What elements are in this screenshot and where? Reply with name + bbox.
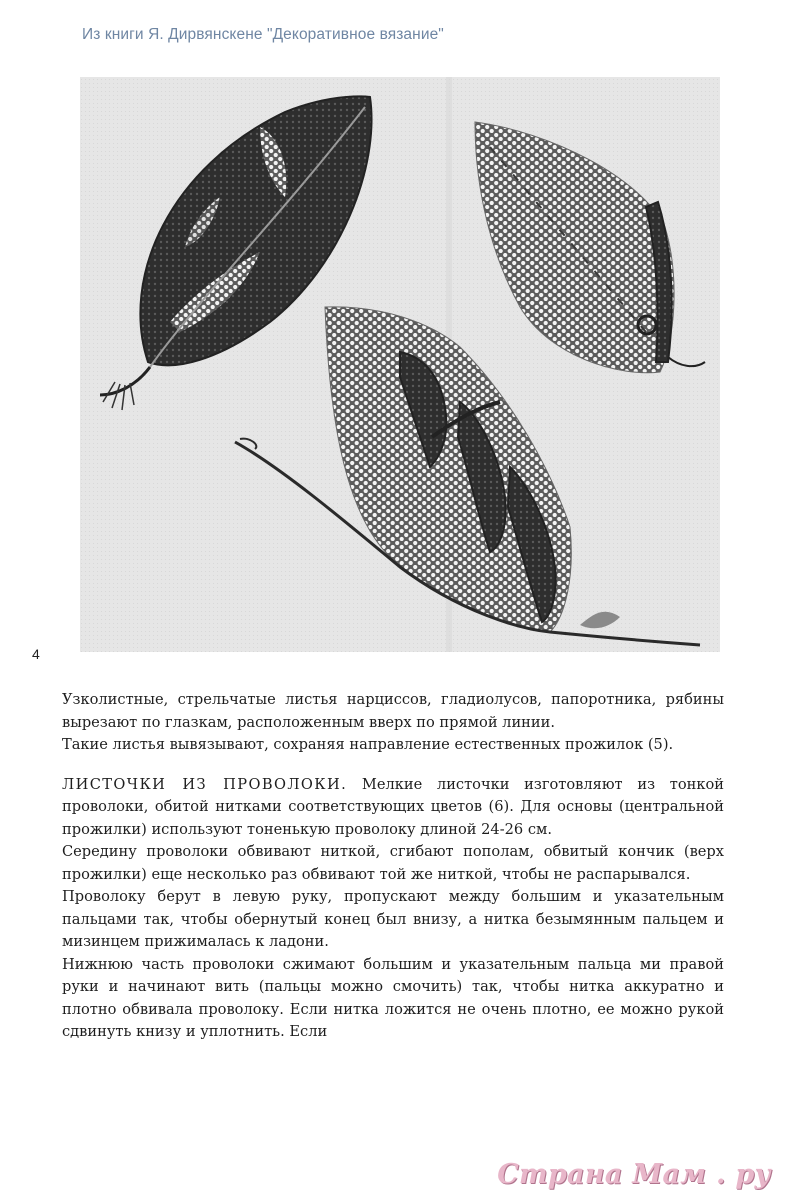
body-text bbox=[62, 689, 724, 1044]
page-number: 4 bbox=[32, 646, 40, 662]
paragraph-3-text: Мелкие листочки изготовляют из тонкой проволоки, обитой нитками соответствующих цветов (6). Для основы (центральной прожилки) используют тоненькую проволоку длиной 24-26 см. bbox=[62, 775, 724, 838]
site-watermark: Страна Мам . ру bbox=[497, 1159, 771, 1190]
paragraph-4: Середину проволоки обвивают ниткой, сгибают пополам, обвитый кончик (верх прожилки) еще несколько раз обвивают той же ниткой, чтобы не распарывался. bbox=[62, 843, 724, 883]
knitted-leaves-illustration bbox=[80, 77, 720, 652]
section-heading: ЛИСТОЧКИ ИЗ ПРОВОЛОКИ. bbox=[62, 775, 348, 793]
paragraph-2: Такие листья вывязывают, сохраняя направление естественных прожилок (5). bbox=[62, 736, 674, 753]
paragraph-6: Нижнюю часть проволоки сжимают большим и указательным пальца ми правой руки и начинают вить (пальцы можно смочить) так, чтобы нитка аккуратно и плотно обвивала проволоку. Если нитка ложится не очень плотно, ее можно рукой сдвинуть книзу и уплотнить. Если bbox=[62, 955, 724, 1040]
source-caption: Из книги Я. Дирвянскене "Декоративное вязание" bbox=[82, 26, 444, 43]
paragraph-3 bbox=[62, 774, 724, 842]
paragraph-1: Узколистные, стрельчатые листья нарциссов, гладиолусов, папоротника, рябины вырезают по глазкам, расположенным вверх по прямой линии. bbox=[62, 691, 724, 731]
knitted-leaves-photo bbox=[80, 77, 720, 652]
paragraph-5: Проволоку берут в левую руку, пропускают между большим и указательным пальцами так, чтобы обернутый конец был внизу, а нитка безымянным пальцем и мизинцем прижималась к ладони. bbox=[62, 888, 724, 950]
